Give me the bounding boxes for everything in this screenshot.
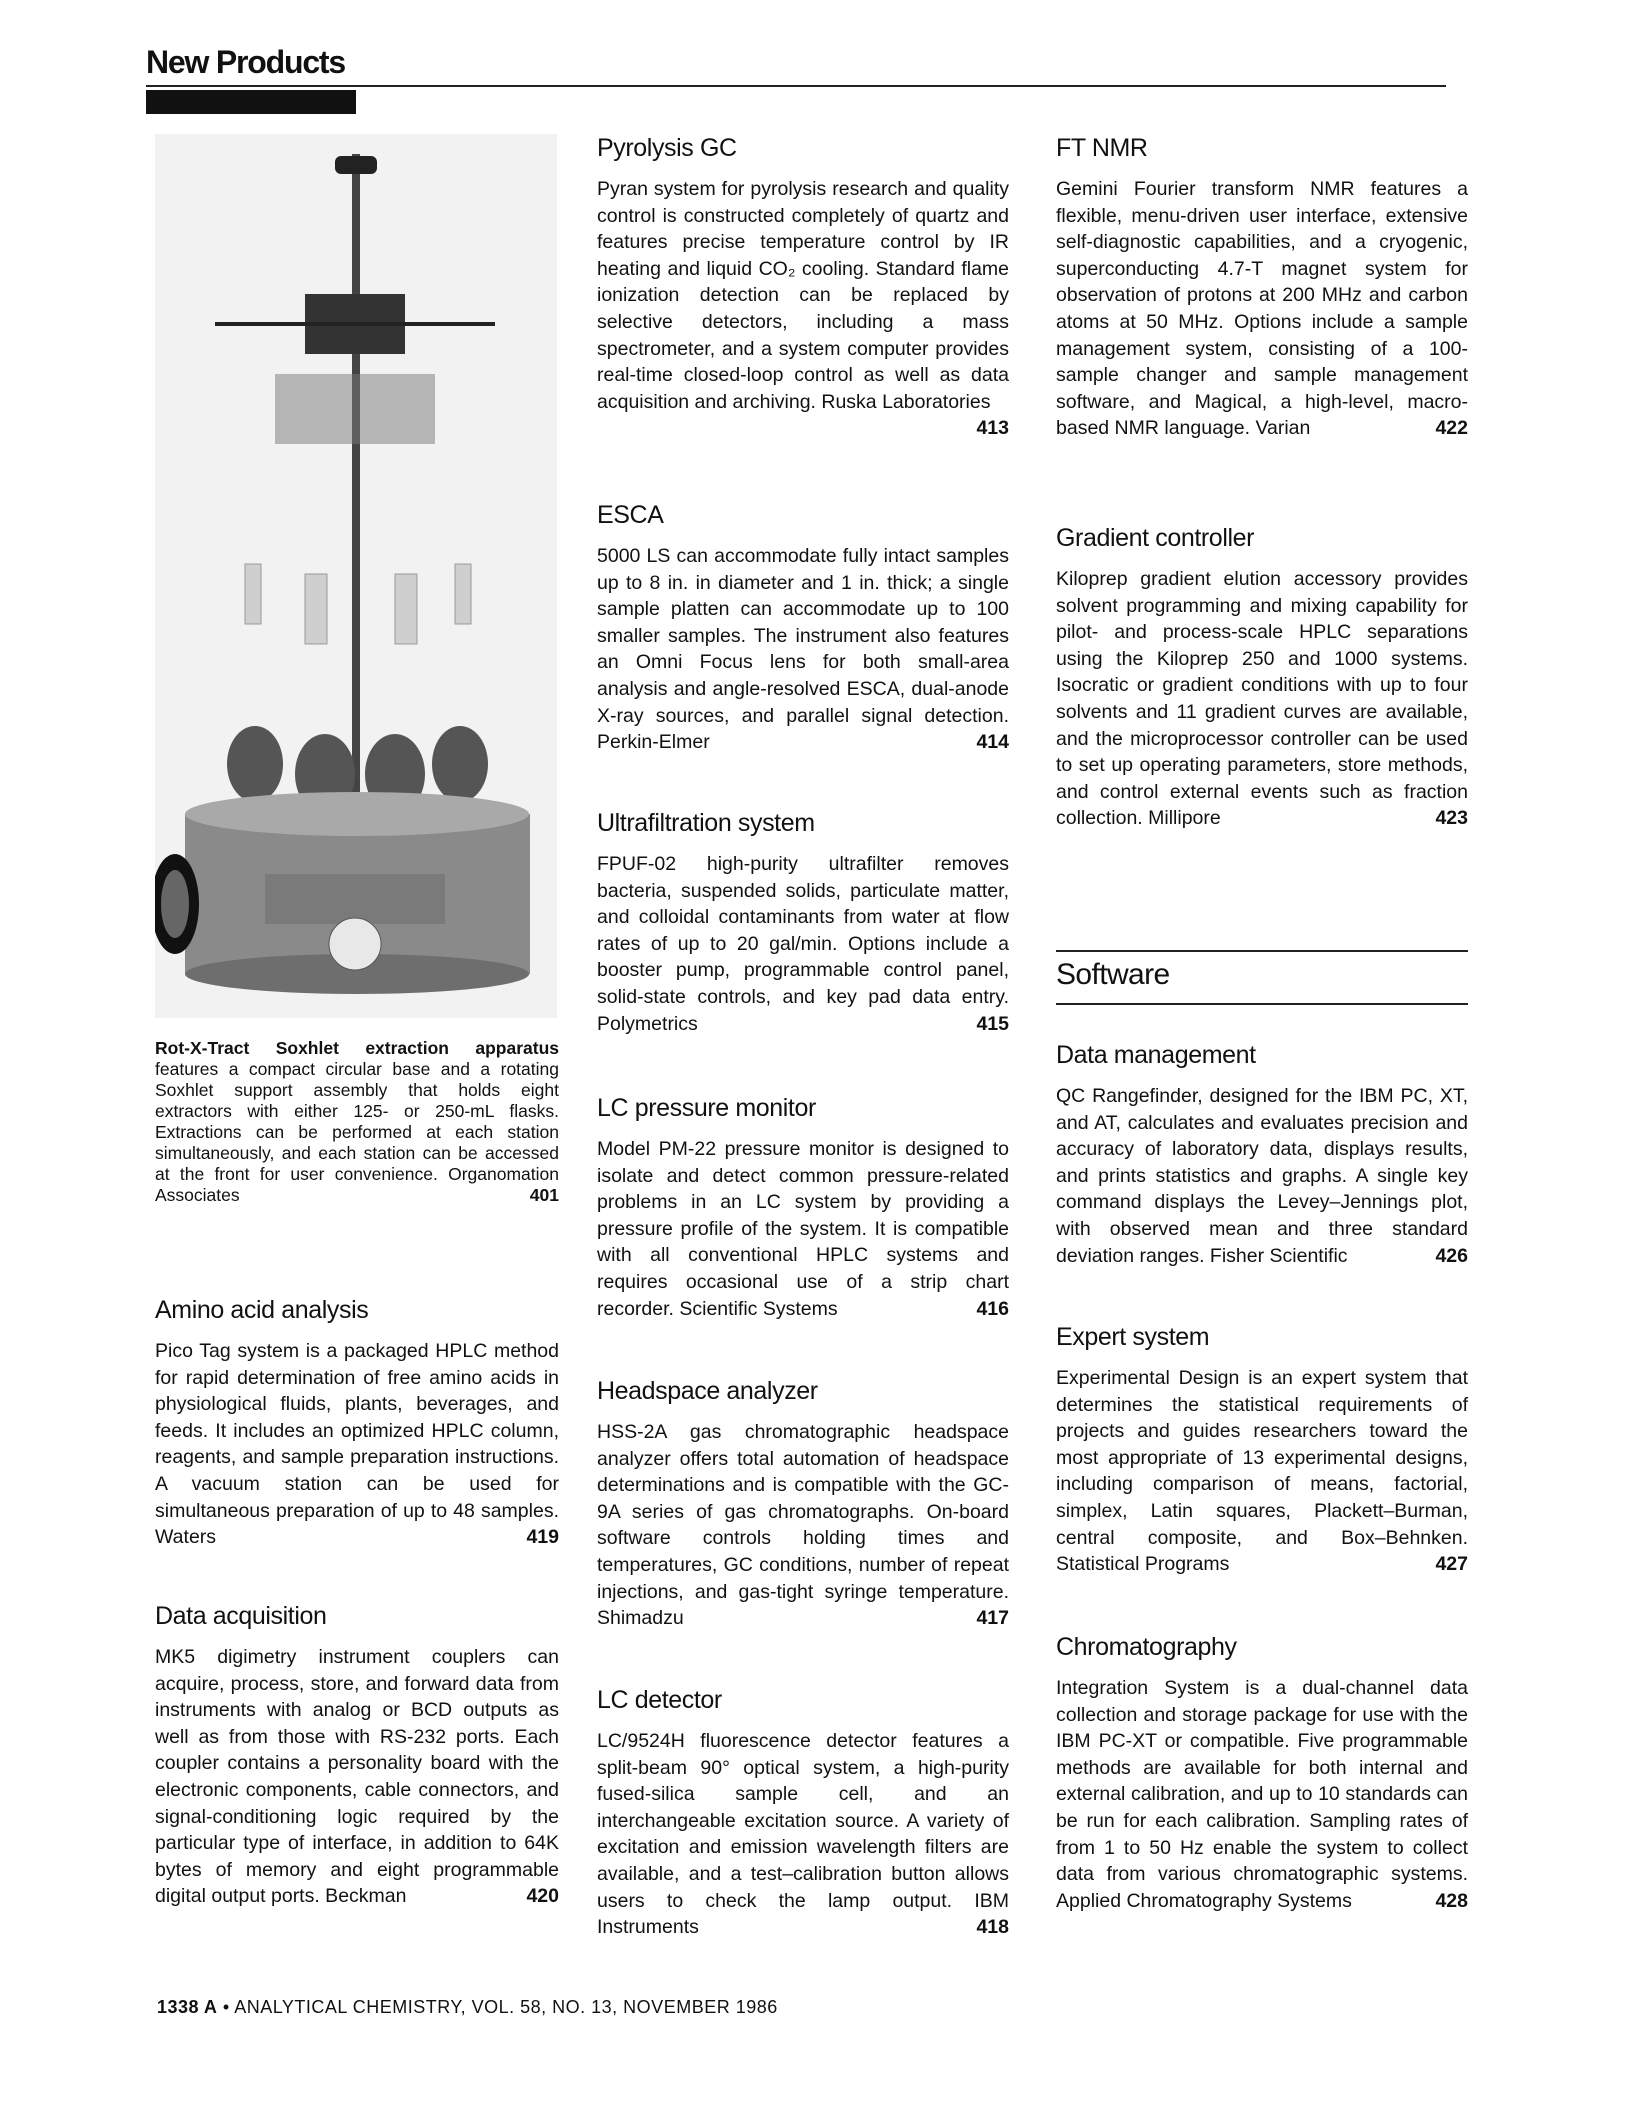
- photo-caption: [155, 1038, 559, 1206]
- article-body: LC/9524H fluorescence detector features a split-beam 90° optical system, a high-purity fused-silica sample cell, and an interchangeable excitation source. A variety of excitation and emission wavelength filters are available, and a test–calibration button allows users to check the lamp output. IBM Instruments: [597, 1730, 1009, 1939]
- article-ultrafiltration-system: [597, 808, 1009, 1037]
- article-lc-detector: [597, 1685, 1009, 1941]
- product-photo: [155, 134, 557, 1018]
- section-title-software: Software: [1056, 958, 1170, 991]
- reader-service-number: 420: [526, 1885, 559, 1908]
- article-pyrolysis-gc: [597, 133, 1009, 442]
- header-bar: [146, 90, 356, 114]
- caption-lead: Rot-X-Tract Soxhlet extraction apparatus: [155, 1038, 559, 1058]
- article-data-acquisition: [155, 1601, 559, 1910]
- article-title: ESCA: [597, 501, 664, 529]
- reader-service-number: 419: [526, 1526, 559, 1549]
- article-gradient-controller: [1056, 523, 1468, 832]
- article-body: 5000 LS can accommodate fully intact samples up to 8 in. in diameter and 1 in. thick; a single sample platten can accommodate up to 100 smaller samples. The instrument also features an Omni Focus lens for both small-area analysis and angle-resolved ESCA, dual-anode X-ray sources, and parallel signal detection. Perkin-Elmer: [597, 545, 1009, 754]
- article-body: Pico Tag system is a packaged HPLC method for rapid determination of free amino acids in physiological fluids, plants, beverages, and feeds. It includes an optimized HPLC column, reagents, and sample preparation instructions. A vacuum station can be used for simultaneous preparation of up to 48 samples. Waters: [155, 1340, 559, 1549]
- article-title: Chromatography: [1056, 1633, 1237, 1661]
- article-title: Data acquisition: [155, 1602, 327, 1630]
- article-expert-system: [1056, 1322, 1468, 1578]
- article-body: FPUF-02 high-purity ultrafilter removes bacteria, suspended solids, particulate matter, and colloidal contaminants from water at flow rates of up to 20 gal/min. Options include a booster pump, programmable control panel, solid-state controls, and key pad data entry. Polymetrics: [597, 853, 1009, 1035]
- article-body: Model PM-22 pressure monitor is designed to isolate and detect common pressure-related problems in an LC system by providing a pressure profile of the system. It is compatible with all conventional HPLC systems and requires occasional use of a strip chart recorder. Scientific Systems: [597, 1138, 1009, 1320]
- article-title: Data management: [1056, 1041, 1256, 1069]
- article-body: MK5 digimetry instrument couplers can acquire, process, store, and forward data from instruments with analog or BCD outputs as well as from those with RS-232 ports. Each coupler contains a personality board with the electronic components, cable connectors, and signal-conditioning logic required by the particular type of interface, in addition to 64K bytes of memory and eight programmable digital output ports. Beckman: [155, 1646, 559, 1908]
- reader-service-number: 418: [976, 1916, 1009, 1939]
- reader-service-number: 426: [1435, 1244, 1468, 1267]
- article-esca: [597, 500, 1009, 756]
- soxhlet-apparatus-illustration: [155, 134, 557, 1018]
- reader-service-number: 422: [1435, 417, 1468, 440]
- reader-service-number: 415: [976, 1012, 1009, 1035]
- caption-body: features a compact circular base and a rotating Soxhlet support assembly that holds eight extractors with either 125- or 250-mL flasks. Extractions can be performed at each station simultaneously, and each station can be accessed at the front for user convenience. Organomation Associates: [155, 1059, 559, 1205]
- article-body: HSS-2A gas chromatographic headspace analyzer offers total automation of headspace determinations and is compatible with the GC-9A series of gas chromatographs. On-board software controls holding times and temperatures, GC conditions, number of repeat injections, and gas-tight syringe temperature. Shimadzu: [597, 1421, 1009, 1630]
- article-title: Gradient controller: [1056, 524, 1255, 552]
- article-headspace-analyzer: [597, 1376, 1009, 1632]
- reader-service-number: 427: [1435, 1553, 1468, 1576]
- section-rule-bottom: [1056, 1003, 1468, 1005]
- article-chromatography: [1056, 1632, 1468, 1914]
- article-body: Integration System is a dual-channel data collection and storage package for use with the IBM PC-XT or compatible. Five programmable methods are available for both internal and external calibration, and up to 10 standards can be run for each calibration. Sampling rates of from 1 to 50 Hz enable the system to collect data from various chromatographic systems. Applied Chromatography Systems: [1056, 1677, 1468, 1912]
- article-lc-pressure-monitor: [597, 1093, 1009, 1322]
- article-body: Experimental Design is an expert system that determines the statistical requirements of projects and guides researchers toward the most appropriate of 13 experimental designs, including comparison of means, factorial, simplex, Latin squares, Plackett–Burman, central composite, and Box–Behnken. Statistical Programs: [1056, 1367, 1468, 1576]
- section-rule-top: [1056, 950, 1468, 952]
- journal-citation: ANALYTICAL CHEMISTRY, VOL. 58, NO. 13, NOVEMBER 1986: [234, 1997, 778, 2017]
- article-body: Gemini Fourier transform NMR features a flexible, menu-driven user interface, extensive self-diagnostic capabilities, and a cryogenic, superconducting 4.7-T magnet system for observation of protons at 200 MHz and carbon atoms at 50 MHz. Options include a sample management system, consisting of a 100-sample changer and sample management software, and Magical, a high-level, macro-based NMR language. Varian: [1056, 178, 1468, 440]
- article-data-management: [1056, 1040, 1468, 1269]
- footer-bullet: •: [222, 1997, 230, 2017]
- reader-service-number: 423: [1435, 807, 1468, 830]
- page-number: 1338 A: [157, 1997, 218, 2017]
- article-title: FT NMR: [1056, 134, 1148, 162]
- article-title: Amino acid analysis: [155, 1296, 369, 1324]
- section-header-title: New Products: [146, 44, 345, 80]
- reader-service-number: 416: [976, 1297, 1009, 1320]
- header-rule: [146, 85, 1446, 87]
- page-footer: [157, 1997, 778, 2018]
- article-title: Headspace analyzer: [597, 1377, 818, 1405]
- article-title: LC pressure monitor: [597, 1094, 816, 1122]
- reader-service-number: 413: [976, 417, 1009, 440]
- article-body: QC Rangefinder, designed for the IBM PC, XT, and AT, calculates and evaluates precision and accuracy of laboratory data, displays results, and prints statistics and graphs. A single key command displays the Levey–Jennings plot, with observed mean and three standard deviation ranges. Fisher Scientific: [1056, 1085, 1468, 1267]
- article-title: Ultrafiltration system: [597, 809, 815, 837]
- reader-service-number: 401: [529, 1185, 559, 1205]
- reader-service-number: 414: [976, 731, 1009, 754]
- article-title: LC detector: [597, 1686, 722, 1714]
- article-ft-nmr: [1056, 133, 1468, 442]
- article-title: Expert system: [1056, 1323, 1210, 1351]
- article-body: Kiloprep gradient elution accessory provides solvent programming and mixing capability for pilot- and process-scale HPLC separations using the Kiloprep 250 and 1000 systems. Isocratic or gradient conditions with up to four solvents and 11 gradient curves are available, and the microprocessor controller can be used to set up operating parameters, store methods, and control external events such as fraction collection. Millipore: [1056, 568, 1468, 830]
- reader-service-number: 428: [1435, 1889, 1468, 1912]
- article-amino-acid-analysis: [155, 1295, 559, 1551]
- article-body: Pyran system for pyrolysis research and quality control is constructed completely of quartz and features precise temperature control by IR heating and liquid CO₂ cooling. Standard flame ionization detection can be replaced by selective detectors, including a mass spectrometer, and a system computer provides real-time closed-loop control as well as data acquisition and archiving. Ruska Laboratories: [597, 178, 1009, 413]
- reader-service-number: 417: [976, 1607, 1009, 1630]
- article-title: Pyrolysis GC: [597, 134, 737, 162]
